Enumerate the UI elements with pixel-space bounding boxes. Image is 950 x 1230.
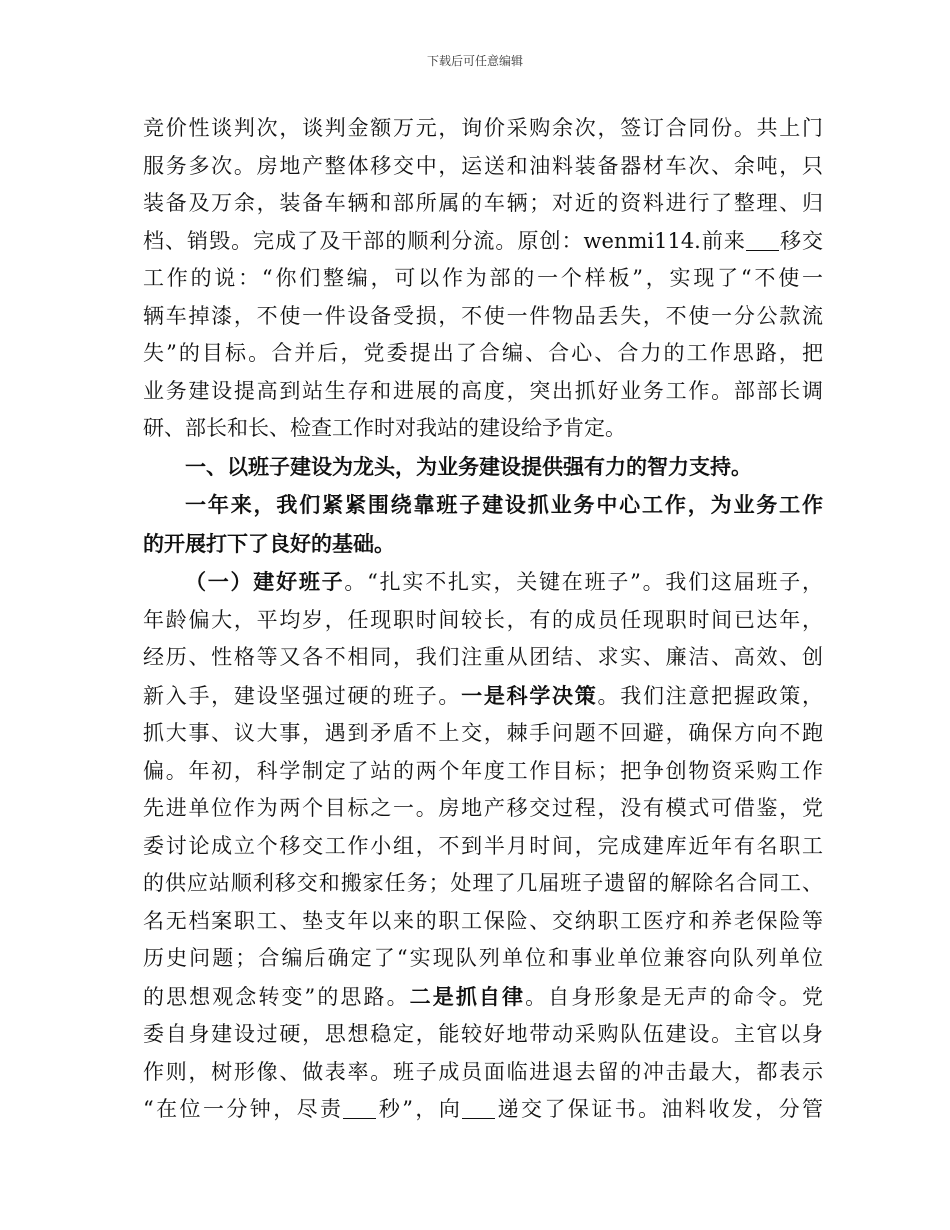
fill-in-blank [462,1096,495,1119]
text-line [143,223,823,261]
text-line [143,410,823,448]
document-body [143,110,823,1129]
body-text: 。自身形象是无声的命令。党 [525,984,823,1009]
bold-text: 一、以班子建设为龙头，为业务建设提供强有力的智力支持。 [185,453,752,479]
body-text: 的供应站顺利移交和搬家任务；处理了几届班子遗留的解除名合同工、 [143,871,823,895]
text-line [143,903,823,941]
body-text: 抓大事、议大事，遇到矛盾不上交，棘手问题不回避，确保方向不跑 [143,721,823,745]
body-text: 失”的目标。合并后，党委提出了合编、合心、合力的工作思路，把 [143,341,823,365]
text-line [143,940,823,978]
text-line [143,525,823,564]
text-line [143,715,823,753]
text-line [143,563,823,602]
body-text: 业务建设提高到站生存和进展的高度，突出抓好业务工作。部部长调 [143,378,823,403]
body-text: 委自身建设过硬，思想稳定，能较好地带动采购队伍建设。主官以身 [143,1022,823,1046]
body-text: 。“扎实不扎实，关键在班子”。我们这届班子， [344,570,823,594]
body-text: 委讨论成立个移交工作小组，不到半月时间，完成建库近年有名职工 [143,833,823,858]
body-text: 服务多次。房地产整体移交中，运送和油料装备器材车次、余吨，只 [143,153,823,178]
body-text: 递交了保证书。油料收发，分管 [495,1097,823,1121]
bold-text: 一是科学决策 [461,682,598,708]
text-line [143,486,823,525]
body-text: 年龄偏大，平均岁，任现职时间较长，有的成员任现职时间已达年， [143,607,823,632]
text-line [143,865,823,903]
body-text: 秒”，向 [376,1097,463,1121]
text-line [143,1054,823,1092]
body-text: 辆车掉漆，不使一件设备受损，不使一件物品丢失，不使一分公款流 [143,303,823,328]
text-line [143,978,823,1017]
body-text: 研、部长和长、检查工作时对我站的建设给予肯定。 [143,416,626,440]
bold-text: 一年来，我们紧紧围绕靠班子建设抓业务中心工作，为业务工作 [185,492,823,517]
fill-in-blank [343,1096,376,1119]
bold-text: （一）建好班子 [185,569,345,594]
bold-text: 二是抓自律 [409,983,526,1009]
text-line [143,602,823,640]
text-line [143,1016,823,1054]
text-line [143,148,823,186]
body-text: 档、销毁。完成了及干部的顺利分流。原创：wenmi114.前来 [143,228,746,253]
body-text: 工作的说：“你们整编，可以作为部的一个样板”，实现了“不使一 [143,266,823,290]
body-text: 先进单位作为两个目标之一。房地产移交过程，没有模式可借鉴，党 [143,796,823,820]
body-text: 装备及万余，装备车辆和部所属的车辆；对近的资料进行了整理、归 [143,191,823,215]
text-line [143,298,823,336]
body-text: 竞价性谈判次，谈判金额万元，询价采购余次，签订合同份。共上门 [143,116,823,140]
text-line [143,373,823,411]
body-text: 移交 [778,228,823,253]
fill-in-blank [746,228,779,251]
text-line [143,1091,823,1129]
body-text: 新入手，建设坚强过硬的班子。 [143,683,462,708]
text-line [143,677,823,716]
text-line [143,448,823,487]
text-line [143,110,823,148]
body-text: 名无档案职工、垫支年以来的职工保险、交纳职工医疗和养老保险等 [143,908,823,933]
text-line [143,639,823,677]
page-header: 下载后可任意编辑 [426,54,523,68]
body-text: 的思想观念转变”的思路。 [143,984,410,1009]
text-line [143,828,823,866]
text-line [143,185,823,223]
text-line [143,260,823,298]
body-text: 历史问题；合编后确定了“实现队列单位和事业单位兼容向队列单位 [143,946,823,970]
body-text: 。我们注意把握政策， [597,683,824,708]
text-line [143,335,823,373]
text-line [143,790,823,828]
text-line [143,753,823,791]
body-text: “在位一分钟，尽责 [143,1097,344,1121]
body-text: 经历、性格等又各不相同，我们注重从团结、求实、廉洁、高效、创 [143,645,823,669]
bold-text: 的开展打下了良好的基础。 [143,530,395,556]
body-text: 作则，树形像、做表率。班子成员面临进退去留的冲击最大，都表示 [143,1059,823,1084]
body-text: 偏。年初，科学制定了站的两个年度工作目标；把争创物资采购工作 [143,758,823,783]
